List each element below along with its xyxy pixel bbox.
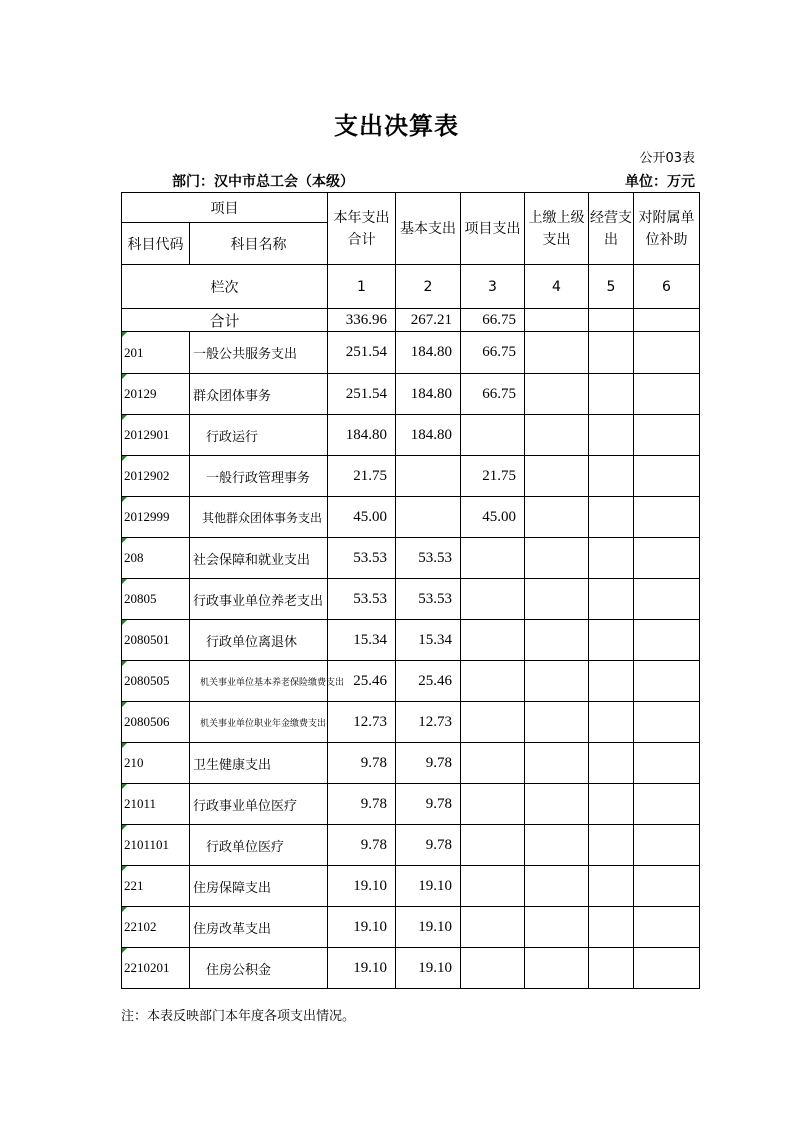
row-c3 <box>461 620 525 661</box>
row-c3 <box>461 415 525 456</box>
header-col2: 基本支出 <box>396 193 461 265</box>
row-name: 社会保障和就业支出 <box>190 538 328 579</box>
row-code: 20805 <box>122 579 190 620</box>
row-code: 21011 <box>122 784 190 825</box>
table-row <box>122 332 700 374</box>
row-code: 2101101 <box>122 825 190 866</box>
row-c2: 53.53 <box>396 579 461 620</box>
header-col1: 本年支出合计 <box>328 193 396 265</box>
total-label: 合计 <box>122 309 328 332</box>
row-c1: 9.78 <box>328 743 396 784</box>
unit-label: 单位：万元 <box>625 174 695 190</box>
row-name: 卫生健康支出 <box>190 743 328 784</box>
table-row <box>122 948 700 989</box>
row-c3 <box>461 784 525 825</box>
row-code: 208 <box>122 538 190 579</box>
row-code: 2080505 <box>122 661 190 702</box>
row-code: 22102 <box>122 907 190 948</box>
row-c3 <box>461 825 525 866</box>
table-row <box>122 907 700 948</box>
lanci-num: 1 <box>328 265 396 309</box>
row-c2: 19.10 <box>396 907 461 948</box>
header-col3: 项目支出 <box>461 193 525 265</box>
row-c1: 15.34 <box>328 620 396 661</box>
row-c1: 184.80 <box>328 415 396 456</box>
row-c2: 19.10 <box>396 948 461 989</box>
lanci-num: 3 <box>461 265 525 309</box>
row-c2: 25.46 <box>396 661 461 702</box>
row-c1: 12.73 <box>328 702 396 743</box>
row-code: 2210201 <box>122 948 190 989</box>
row-c1: 251.54 <box>328 332 396 374</box>
lanci-num: 5 <box>589 265 634 309</box>
row-c3: 45.00 <box>461 497 525 538</box>
lanci-num: 6 <box>634 265 700 309</box>
row-c3 <box>461 907 525 948</box>
table-row <box>122 784 700 825</box>
row-name: 住房保障支出 <box>190 866 328 907</box>
header-col4: 上缴上级支出 <box>525 193 589 265</box>
row-code: 201 <box>122 332 190 374</box>
row-code: 2012999 <box>122 497 190 538</box>
row-name: 一般公共服务支出 <box>190 332 328 374</box>
row-c2: 184.80 <box>396 374 461 415</box>
form-number: 公开03表 <box>639 151 695 166</box>
row-c1: 21.75 <box>328 456 396 497</box>
row-c2 <box>396 456 461 497</box>
row-c2 <box>396 497 461 538</box>
expenditure-table <box>121 192 700 989</box>
row-c3 <box>461 579 525 620</box>
row-c1: 25.46 <box>328 661 396 702</box>
row-code: 2080506 <box>122 702 190 743</box>
row-name: 住房公积金 <box>190 948 328 989</box>
row-c3 <box>461 743 525 784</box>
row-c3 <box>461 538 525 579</box>
row-c1: 45.00 <box>328 497 396 538</box>
table-row <box>122 866 700 907</box>
row-name: 行政运行 <box>190 415 328 456</box>
total-c1: 336.96 <box>328 309 396 332</box>
row-name: 群众团体事务 <box>190 374 328 415</box>
row-c2: 9.78 <box>396 825 461 866</box>
row-c1: 53.53 <box>328 538 396 579</box>
table-row <box>122 620 700 661</box>
row-c2: 53.53 <box>396 538 461 579</box>
row-code: 20129 <box>122 374 190 415</box>
table-row <box>122 579 700 620</box>
row-c1: 53.53 <box>328 579 396 620</box>
header-project: 项目 <box>122 193 328 223</box>
row-name: 一般行政管理事务 <box>190 456 328 497</box>
header-col6: 对附属单位补助 <box>634 193 700 265</box>
row-c2: 9.78 <box>396 784 461 825</box>
lanci-num: 4 <box>525 265 589 309</box>
lanci-label: 栏次 <box>122 265 328 309</box>
row-c2: 9.78 <box>396 743 461 784</box>
row-code: 221 <box>122 866 190 907</box>
row-code: 210 <box>122 743 190 784</box>
row-c3: 66.75 <box>461 332 525 374</box>
row-c1: 19.10 <box>328 866 396 907</box>
page-title: 支出决算表 <box>334 112 459 140</box>
row-code: 2080501 <box>122 620 190 661</box>
header-col5: 经营支出 <box>589 193 634 265</box>
row-c1: 19.10 <box>328 948 396 989</box>
header-name: 科目名称 <box>190 223 328 265</box>
row-c1: 251.54 <box>328 374 396 415</box>
table-row <box>122 825 700 866</box>
row-c3 <box>461 661 525 702</box>
row-code: 2012901 <box>122 415 190 456</box>
row-c2: 12.73 <box>396 702 461 743</box>
row-c3 <box>461 866 525 907</box>
table-row <box>122 415 700 456</box>
row-name: 行政单位离退休 <box>190 620 328 661</box>
row-c2: 184.80 <box>396 332 461 374</box>
row-c1: 9.78 <box>328 784 396 825</box>
table-row <box>122 743 700 784</box>
department-label: 部门：汉中市总工会（本级） <box>172 174 354 190</box>
total-c2: 267.21 <box>396 309 461 332</box>
total-c3: 66.75 <box>461 309 525 332</box>
row-c3 <box>461 948 525 989</box>
total-c6 <box>634 309 700 332</box>
row-c1: 9.78 <box>328 825 396 866</box>
lanci-num: 2 <box>396 265 461 309</box>
row-code: 2012902 <box>122 456 190 497</box>
header-code: 科目代码 <box>122 223 190 265</box>
row-c3: 21.75 <box>461 456 525 497</box>
row-name: 住房改革支出 <box>190 907 328 948</box>
row-name: 其他群众团体事务支出 <box>190 497 328 538</box>
row-name: 机关事业单位基本养老保险缴费支出 <box>190 661 328 702</box>
total-c5 <box>589 309 634 332</box>
row-c2: 19.10 <box>396 866 461 907</box>
row-name: 行政单位医疗 <box>190 825 328 866</box>
total-c4 <box>525 309 589 332</box>
table-row <box>122 497 700 538</box>
row-name: 机关事业单位职业年金缴费支出 <box>190 702 328 743</box>
row-c2: 15.34 <box>396 620 461 661</box>
row-name: 行政事业单位医疗 <box>190 784 328 825</box>
footnote: 注：本表反映部门本年度各项支出情况。 <box>121 1009 356 1024</box>
row-c3 <box>461 702 525 743</box>
table-row <box>122 702 700 743</box>
row-c1: 19.10 <box>328 907 396 948</box>
row-c2: 184.80 <box>396 415 461 456</box>
row-c3: 66.75 <box>461 374 525 415</box>
table-row <box>122 456 700 497</box>
row-name: 行政事业单位养老支出 <box>190 579 328 620</box>
table-row <box>122 538 700 579</box>
table-row <box>122 661 700 702</box>
table-row <box>122 374 700 415</box>
